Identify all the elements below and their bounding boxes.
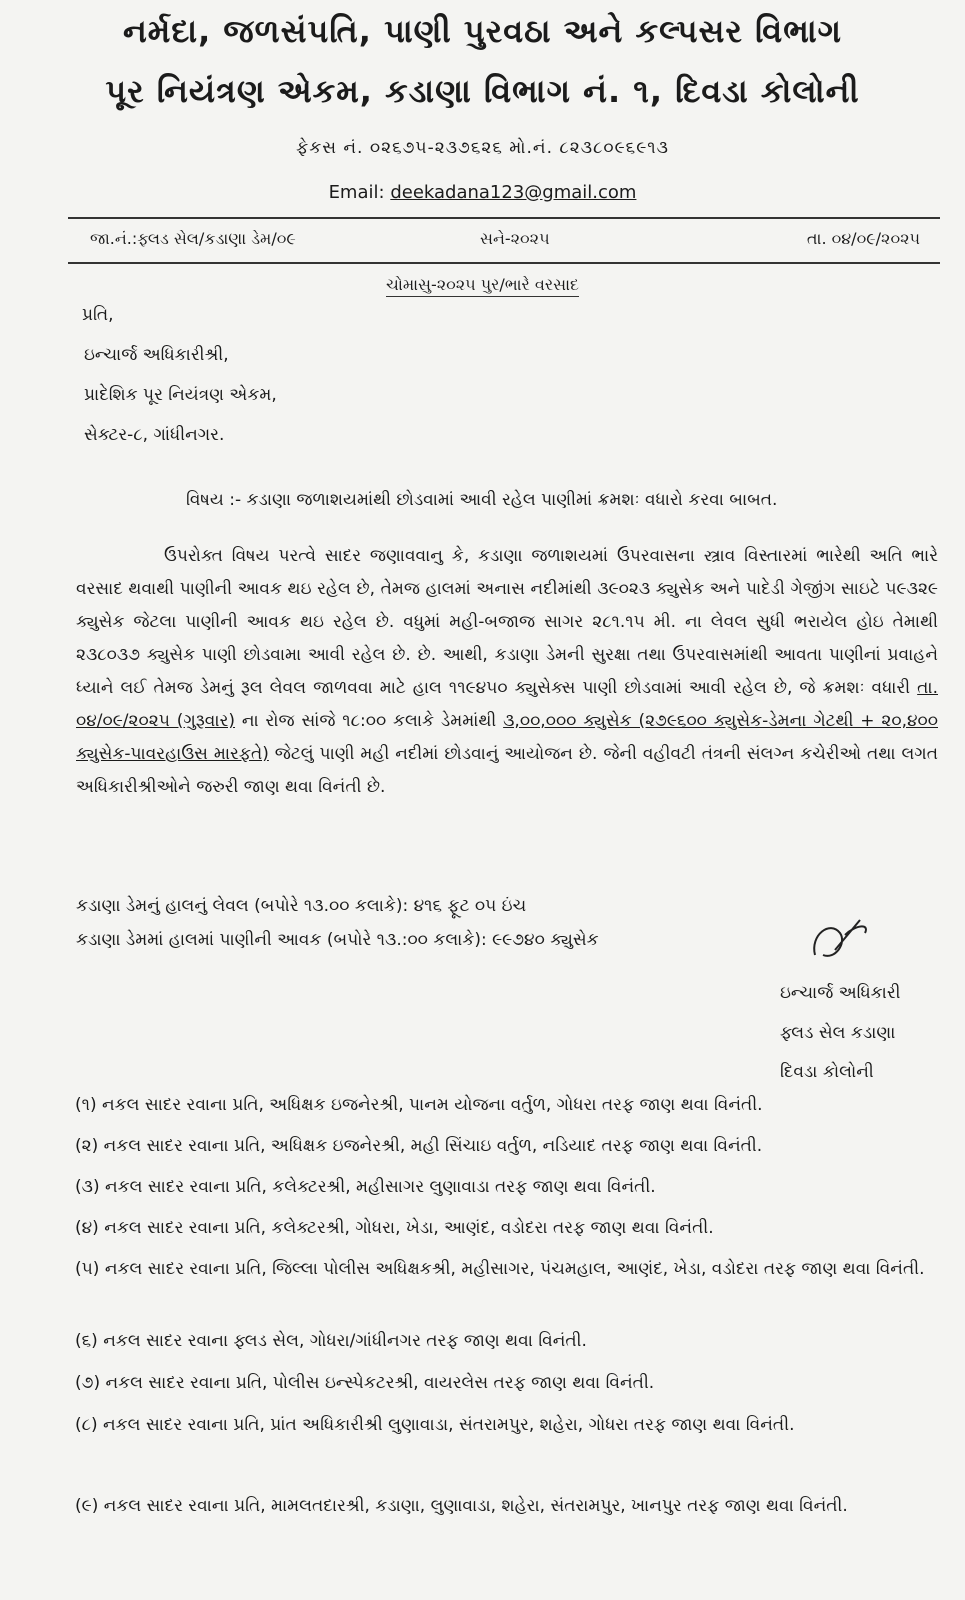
email-label: Email: (328, 182, 385, 203)
dam-inflow: કડાણા ડેમમાં હાલમાં પાણીની આવક (બપોરે ૧૩.:૦૦ કલાકે): ૯૯૭૪૦ ક્યુસેક (76, 930, 599, 950)
signatory-title: ઇન્ચાર્જ અધિકારી (780, 983, 901, 1003)
fax-mobile-line: ફેકસ નં. ૦૨૬૭૫-૨૩૭૬૨૬ મો.નં. ૮૨૩૮૦૯૬૯૧૩ (296, 138, 669, 158)
office-title: પૂર નિયંત્રણ એકમ, કડાણા વિભાગ નં. ૧, દિવડા કોલોની (105, 72, 860, 110)
department-title: નર્મદા, જળસંપતિ, પાણી પુરવઠા અને કલ્પસર વિભાગ (122, 12, 843, 50)
body-paragraph: ઉપરોક્ત વિષય પરત્વે સાદર જણાવવાનુ કે, કડાણા જળાશયમાં ઉપરવાસના સ્ત્રાવ વિસ્તારમાં ભારેથી અતિ ભારે વરસાદ થવાથી પાણીની આવક થઇ રહેલ છે, તેમજ હાલમાં અનાસ નદીમાંથી ૩૯૦૨૩ ક્યુસેક અને પાદેડી ગેજીંગ સાઇટે ૫૯૩૨૯ ક્યુસેક જેટલા પાણીની આવક થઇ રહેલ છે. વધુમાં મહી-બજાજ સાગર ૨૮૧.૧૫ મી. ના લેવલ સુધી ભરાયેલ હોઇ તેમાથી ૨૩૮૦૩૭ ક્યુસેક પાણી છોડવામા આવી રહેલ છે. છે. આથી, કડાણા ડેમની સુરક્ષા તથા ઉપરવાસમાંથી આવતા પાણીનાં પ્રવાહને ધ્યાને લઈ તેમજ ડેમનું રૂલ લેવલ જાળવવા માટે હાલ ૧૧૯૪૫૦ ક્યુસેક્સ પાણી છોડવામાં આવી રહેલ છે, જે ક્રમશઃ વધારી તા. ૦૪/૦૯/૨૦૨૫ (ગુરૂવાર) ના રોજ સાંજે ૧૮:૦૦ કલાકે ડેમમાંથી ૩,૦૦,૦૦૦ ક્યુસેક (૨૭૯૬૦૦ ક્યુસેક-ડેમના ગેટથી + ૨૦,૪૦૦ ક્યુસેક-પાવરહાઉસ મારફતે) જેટલું પાણી મહી નદીમાં છોડવાનું આયોજન છે. જેની વહીવટી તંત્રની સંલગ્ન કચેરીઓ તથા લગત અધિકારીશ્રીઓને જરુરી જાણ થવા વિનંતી છે. (76, 546, 938, 797)
copy-item: (૨) નકલ સાદર રવાના પ્રતિ, અધિક્ષક ઇજનેરશ્રી, મહી સિંચાઇ વર્તુળ, નડિયાદ તરફ જાણ થવા વિનંતી. (75, 1136, 763, 1156)
copy-item: (૫) નકલ સાદર રવાના પ્રતિ, જિલ્લા પોલીસ અધિક્ષકશ્રી, મહીસાગર, પંચમહાલ, આણંદ, ખેડા, વડોદરા તરફ જાણ થવા વિનંતી. (75, 1259, 925, 1279)
header-divider (68, 217, 940, 219)
email-line (0, 182, 965, 203)
reference-year: સને-૨૦૨૫ (480, 229, 550, 248)
reference-divider (68, 262, 940, 264)
release-date: તા. ૦૪/૦૯/૨૦૨૫ (ગુરૂવાર) (76, 678, 938, 731)
addressee-line-1: ઇન્ચાર્જ અધિકારીશ્રી, (84, 345, 229, 365)
copy-item: (૭) નકલ સાદર રવાના પ્રતિ, પોલીસ ઇન્સ્પેકટરશ્રી, વાયરલેસ તરફ જાણ થવા વિનંતી. (75, 1373, 655, 1393)
subject-line: વિષય :- કડાણા જળાશયમાંથી છોડવામાં આવી રહેલ પાણીમાં ક્રમશઃ વધારો કરવા બાબત. (186, 490, 778, 510)
email-address: deekadana123@gmail.com (390, 182, 637, 203)
release-quantity: ૩,૦૦,૦૦૦ ક્યુસેક (૨૭૯૬૦૦ ક્યુસેક-ડેમના ગેટથી + ૨૦,૪૦૦ ક્યુસેક-પાવરહાઉસ મારફતે) (76, 711, 938, 764)
copy-item: (૬) નકલ સાદર રવાના ફ્લડ સેલ, ગોધરા/ગાંધીનગર તરફ જાણ થવા વિનંતી. (75, 1331, 587, 1351)
signatory-office: ફ્લડ સેલ કડાણા (780, 1023, 896, 1043)
letter-date: તા. ૦૪/૦૯/૨૦૨૫ (806, 229, 920, 248)
signatory-location: દિવડા કોલોની (780, 1062, 874, 1082)
reference-number: જા.નં.:ફ્લડ સેલ/કડાણા ડેમ/૦૯ (90, 229, 296, 248)
heading: ચોમાસુ-૨૦૨૫ પુર/ભારે વરસાદ (0, 275, 965, 295)
signature-mark (805, 915, 875, 970)
copy-item: (૪) નકલ સાદર રવાના પ્રતિ, કલેક્ટરશ્રી, ગોધરા, ખેડા, આણંદ, વડોદરા તરફ જાણ થવા વિનંતી. (75, 1218, 714, 1238)
dam-level: કડાણા ડેમનું હાલનું લેવલ (બપોરે ૧૩.૦૦ કલાકે): ૪૧૬ ફૂટ ૦૫ ઇંચ (76, 896, 527, 916)
copy-item: (૯) નકલ સાદર રવાના પ્રતિ, મામલતદારશ્રી, કડાણા, લુણાવાડા, શહેરા, સંતરામપુર, ખાનપુર તરફ જાણ થવા વિનંતી. (75, 1496, 848, 1516)
addressee-prati: પ્રતિ, (82, 305, 114, 325)
addressee-line-3: સેક્ટર-૮, ગાંધીનગર. (84, 425, 225, 445)
copy-item: (૩) નકલ સાદર રવાના પ્રતિ, કલેક્ટરશ્રી, મહીસાગર લુણાવાડા તરફ જાણ થવા વિનંતી. (75, 1177, 656, 1197)
copy-item: (૧) નકલ સાદર રવાના પ્રતિ, અધિક્ષક ઇજનેરશ્રી, પાનમ યોજના વર્તુળ, ગોધરા તરફ જાણ થવા વિનંતી. (75, 1095, 763, 1115)
addressee-line-2: પ્રાદેશિક પૂર નિયંત્રણ એકમ, (84, 385, 277, 405)
copy-item: (૮) નકલ સાદર રવાના પ્રતિ, પ્રાંત અધિકારીશ્રી લુણાવાડા, સંતરામપુર, શહેરા, ગોધરા તરફ જાણ થવા વિનંતી. (75, 1415, 795, 1435)
